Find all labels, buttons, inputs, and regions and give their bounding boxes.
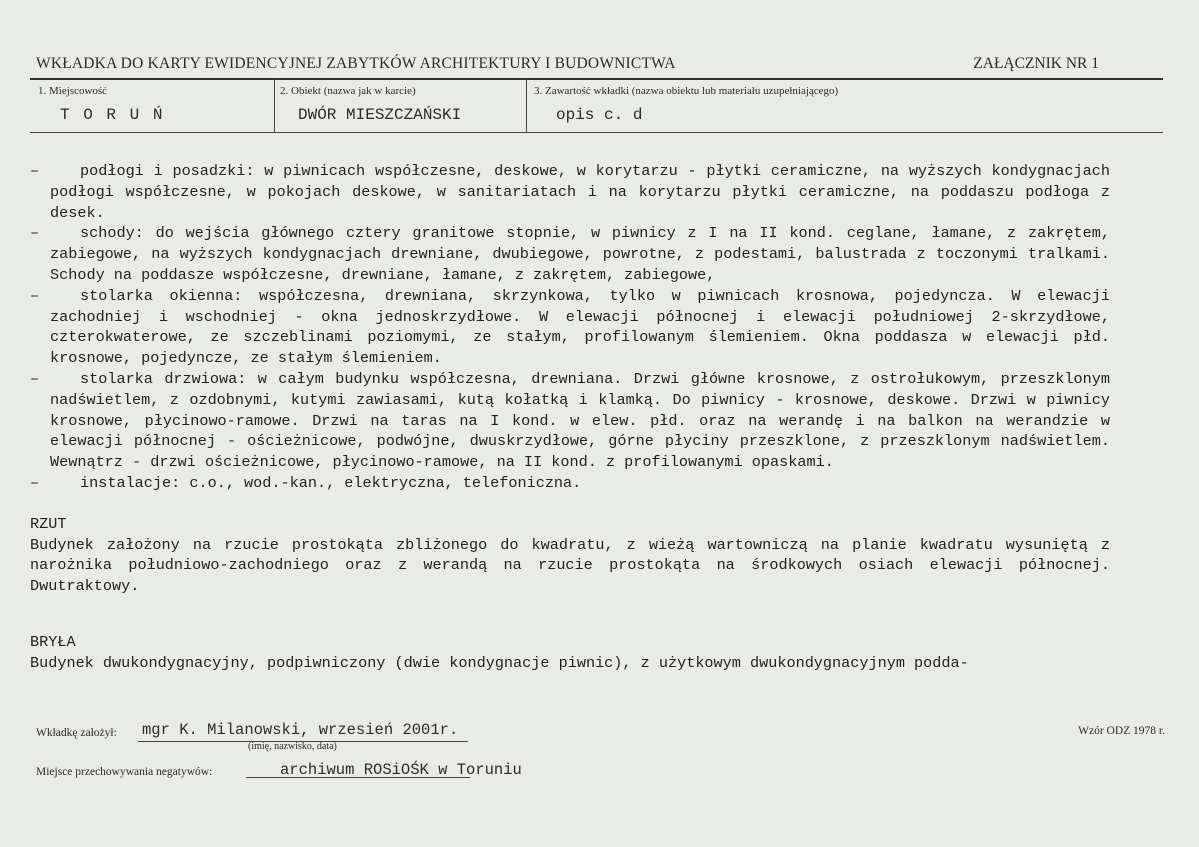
list-item [30,473,1110,494]
negatives-label: Miejsce przechowywania negatywów: [36,766,213,778]
author-value: mgr K. Milanowski, wrzesień 2001r. [142,721,459,739]
header-rule [30,78,1163,80]
negatives-underline [246,777,470,778]
object-label: 2. Obiekt (nazwa jak w karcie) [280,85,416,97]
author-hint: (imię, nazwisko, data) [248,741,337,752]
field-divider [526,79,527,132]
item-dash: – [30,369,40,388]
list-item [30,161,1110,223]
content-label: 3. Zawartość wkładki (nazwa obiektu lub materiału uzupełniającego) [534,85,839,97]
list-item [30,223,1110,285]
field-divider [274,79,275,132]
item-text: schody: do wejścia głównego cztery granitowe stopnie, w piwnicy z I na II kond. ceglane, łamane, z zakrętem, zabiegowe, na wyższych kondygnacjach drewniane, dwubiegowe, powrotne, z podestami, balustrada z toczonymi tralkami. Schody na poddasze współczesne, drewniane, łamane, z zakrętem, zabiegowe, [50,224,1110,284]
negatives-value: archiwum ROSiOŚK w Toruniu [280,761,522,779]
item-text: podłogi i posadzki: w piwnicach współczesne, deskowe, w korytarzu - płytki ceramiczne, na wyższych kondygnacjach podłogi współczesne, w pokojach deskowe, w sanitariatach i na korytarzu płytki ceramiczne, na poddaszu podłoga z desek. [50,162,1110,222]
item-dash: – [30,224,40,243]
rzut-heading: RZUT [30,514,67,533]
item-text: instalacje: c.o., wod.-kan., elektryczna, telefoniczna. [80,473,582,492]
annex-number: ZAŁĄCZNIK NR 1 [973,55,1099,72]
item-text: stolarka okienna: współczesna, drewniana, skrzynkowa, tylko w piwnicach krosnowa, pojedyncza. W elewacji zachodniej i wschodniej - okna jednoskrzydłowe. W elewacji północnej i elewacji południowej 2-skrzydłowe, czterokwaterowe, ze szczeblinami poziomymi, ze stałym, profilowanym ślemieniem. Okna poddasza w elewacji płd. krosnowe, pojedyncze, ze stałym ślemieniem. [50,286,1110,368]
item-text: stolarka drzwiowa: w całym budynku współczesna, drewniana. Drzwi główne krosnowe, z ostrołukowym, przeszklonym nadświetlem, z ozdobnymi, kutymi zawiasami, kutą kołatką i klamką. Do piwnicy - krosnowe, deskowe. Drzwi w piwnicy krosnowe, płycinowo-ramowe. Drzwi na taras na I kond. w elew. płd. oraz na werandę i na balkon na werandzie w elewacji północnej - ościeżnicowe, podwójne, dwuskrzydłowe, górne płyciny przeszklone, z przeszklonym nadświetlem. Wewnątrz - drzwi ościeżnicowe, płycinowo-ramowe, na II kond. z profilowanymi opaskami. [50,369,1110,472]
locality-value: T O R U Ń [60,106,165,124]
bryla-text: Budynek dwukondygnacyjny, podpiwniczony (dwie kondygnacje piwnic), z użytkowym dwukondygnacyjnym podda- [30,653,969,672]
form-title: WKŁADKA DO KARTY EWIDENCYJNEJ ZABYTKÓW ARCHITEKTURY I BUDOWNICTWA [36,55,676,72]
locality-label: 1. Miejscowość [38,85,108,97]
list-item [30,369,1110,473]
content-value: opis c. d [556,106,643,124]
bryla-heading: BRYŁA [30,632,76,651]
fields-rule [30,132,1163,133]
item-dash: – [30,162,40,180]
item-dash: – [30,473,40,492]
rzut-text: Budynek założony na rzucie prostokąta zbliżonego do kwadratu, z wieżą wartowniczą na planie kwadratu wysuniętą z narożnika południowo-zachodniego oraz z werandą na rzucie prostokąta na środkowych osiach elewacji północnej. Dwutraktowy. [30,535,1110,596]
form-code: Wzór ODZ 1978 r. [1078,725,1165,737]
item-dash: – [30,286,40,305]
list-item [30,286,1110,369]
description-body [30,161,1110,674]
object-value: DWÓR MIESZCZAŃSKI [298,106,462,124]
author-label: Wkładkę założył: [36,727,117,739]
